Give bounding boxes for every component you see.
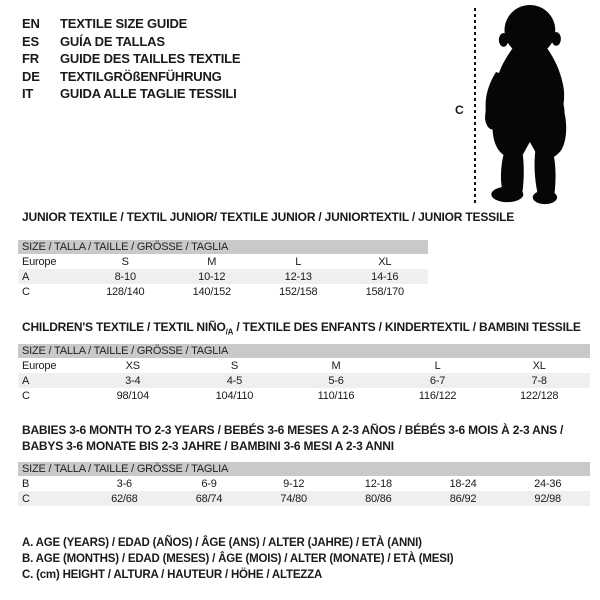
- height-c-label: C: [455, 103, 464, 117]
- age-cell: 7-8: [531, 374, 547, 387]
- age-cell: 14-16: [371, 270, 399, 283]
- row-label: Europe: [22, 255, 57, 268]
- height-cell: 80/86: [365, 492, 392, 505]
- babies-table-title: [22, 422, 563, 454]
- table-row-height: [18, 491, 590, 506]
- size-cell: M: [207, 255, 217, 268]
- size-cell: M: [331, 359, 341, 372]
- size-header-bar: SIZE / TALLA / TAILLE / GRÖSSE / TAGLIA: [18, 344, 590, 358]
- height-cell: 158/170: [365, 285, 404, 298]
- row-label: C: [22, 285, 30, 298]
- table-row-age-months: [18, 476, 590, 491]
- age-cell: 24-36: [534, 477, 562, 490]
- children-title-sub: /A: [225, 327, 234, 337]
- language-row-it: [22, 85, 240, 103]
- size-cell: L: [434, 359, 441, 372]
- guide-title-it: GUIDA ALLE TAGLIE TESSILI: [60, 86, 237, 101]
- height-cell: 122/128: [519, 389, 559, 402]
- row-label: C: [22, 492, 30, 505]
- children-title-part: CHILDREN'S TEXTILE / TEXTIL NIÑO: [22, 320, 226, 334]
- language-row-fr: [22, 50, 240, 68]
- size-cell: XL: [532, 359, 546, 372]
- row-label: Europe: [22, 359, 57, 372]
- age-cell: 9-12: [283, 477, 305, 490]
- guide-title-es: GUÍA DE TALLAS: [60, 33, 165, 49]
- row-label: C: [22, 389, 30, 402]
- age-cell: 6-7: [429, 374, 446, 387]
- table-row-age: [18, 373, 590, 388]
- age-cell: 4-5: [226, 374, 243, 387]
- toddler-silhouette-image: [481, 4, 575, 208]
- height-cell: 104/110: [215, 389, 254, 402]
- language-row-de: [22, 68, 240, 86]
- children-title-part: / TEXTILE DES ENFANTS / KINDERTEXTIL / BAMBINI TESSILE: [233, 320, 581, 334]
- language-title-list: [22, 15, 240, 103]
- table-row-height: [18, 388, 590, 403]
- age-cell: 12-13: [284, 270, 312, 283]
- height-cell: 74/80: [280, 492, 307, 505]
- guide-title-fr: GUIDE DES TAILLES TEXTILE: [60, 51, 241, 66]
- size-header-bar: SIZE / TALLA / TAILLE / GRÖSSE / TAGLIA: [18, 462, 590, 476]
- size-cell: XS: [125, 359, 140, 372]
- height-cell: 128/140: [106, 285, 145, 298]
- age-cell: 12-18: [364, 477, 392, 490]
- size-cell: L: [295, 255, 302, 268]
- table-row-age: [18, 269, 428, 284]
- age-cell: 18-24: [449, 477, 477, 490]
- footnote-a: A. AGE (YEARS) / EDAD (AÑOS) / ÂGE (ANS) / ALTER (JAHRE) / ETÀ (ANNI): [22, 537, 422, 549]
- age-cell: 10-12: [198, 270, 226, 283]
- height-cell: 62/68: [111, 492, 138, 505]
- height-measure-dashed-line: [474, 8, 476, 206]
- language-row-en: [22, 15, 240, 33]
- size-cell: S: [121, 255, 129, 268]
- height-cell: 98/104: [116, 389, 150, 402]
- junior-table-title: JUNIOR TEXTILE / TEXTIL JUNIOR/ TEXTILE JUNIOR / JUNIORTEXTIL / JUNIOR TESSILE: [22, 210, 515, 224]
- age-cell: 8-10: [114, 270, 136, 283]
- table-row-europe: [18, 358, 590, 373]
- age-cell: 3-4: [125, 374, 141, 387]
- age-cell: 6-9: [201, 477, 217, 490]
- babies-title-line-1: BABIES 3-6 MONTH TO 2-3 YEARS / BEBÉS 3-6 MESES A 2-3 AÑOS / BÉBÉS 3-6 MOIS À 2-3 ANS /: [22, 423, 564, 437]
- children-table-title: [22, 320, 581, 336]
- guide-title-de: TEXTILGRÖßENFÜHRUNG: [60, 68, 222, 84]
- height-cell: 92/98: [534, 492, 561, 505]
- table-row-height: [18, 284, 428, 299]
- language-code: DE: [22, 68, 40, 84]
- guide-title-en: TEXTILE SIZE GUIDE: [60, 16, 188, 31]
- footnote-c: C. (cm) HEIGHT / ALTURA / HAUTEUR / HÖHE / ALTEZZA: [22, 568, 323, 581]
- children-size-table: [18, 344, 590, 403]
- language-row-es: [22, 33, 240, 51]
- language-code: IT: [22, 86, 34, 101]
- row-label: B: [22, 477, 30, 490]
- babies-size-table: [18, 462, 590, 506]
- row-label: A: [22, 374, 30, 387]
- age-cell: 3-6: [116, 477, 132, 490]
- language-code: EN: [22, 16, 40, 31]
- size-header-bar: SIZE / TALLA / TAILLE / GRÖSSE / TAGLIA: [18, 240, 428, 254]
- language-code: FR: [22, 51, 39, 66]
- row-label: A: [22, 270, 30, 283]
- height-cell: 116/122: [418, 389, 457, 402]
- table-row-europe: [18, 254, 428, 269]
- height-cell: 86/92: [449, 492, 477, 505]
- height-cell: 140/152: [192, 285, 231, 298]
- language-code: ES: [22, 33, 39, 49]
- junior-size-table: [18, 240, 428, 299]
- height-cell: 68/74: [195, 492, 223, 505]
- height-cell: 152/158: [279, 285, 318, 298]
- size-cell: XL: [378, 255, 392, 268]
- footnote-b: B. AGE (MONTHS) / EDAD (MESES) / ÂGE (MOIS) / ALTER (MONATE) / ETÀ (MESI): [22, 552, 454, 565]
- height-cell: 110/116: [317, 389, 355, 402]
- babies-title-line-2: BABYS 3-6 MONATE BIS 2-3 JAHRE / BAMBINI 3-6 MESI A 2-3 ANNI: [22, 439, 394, 453]
- size-cell: S: [230, 359, 238, 372]
- age-cell: 5-6: [328, 374, 344, 387]
- legend-footnotes: [22, 536, 453, 583]
